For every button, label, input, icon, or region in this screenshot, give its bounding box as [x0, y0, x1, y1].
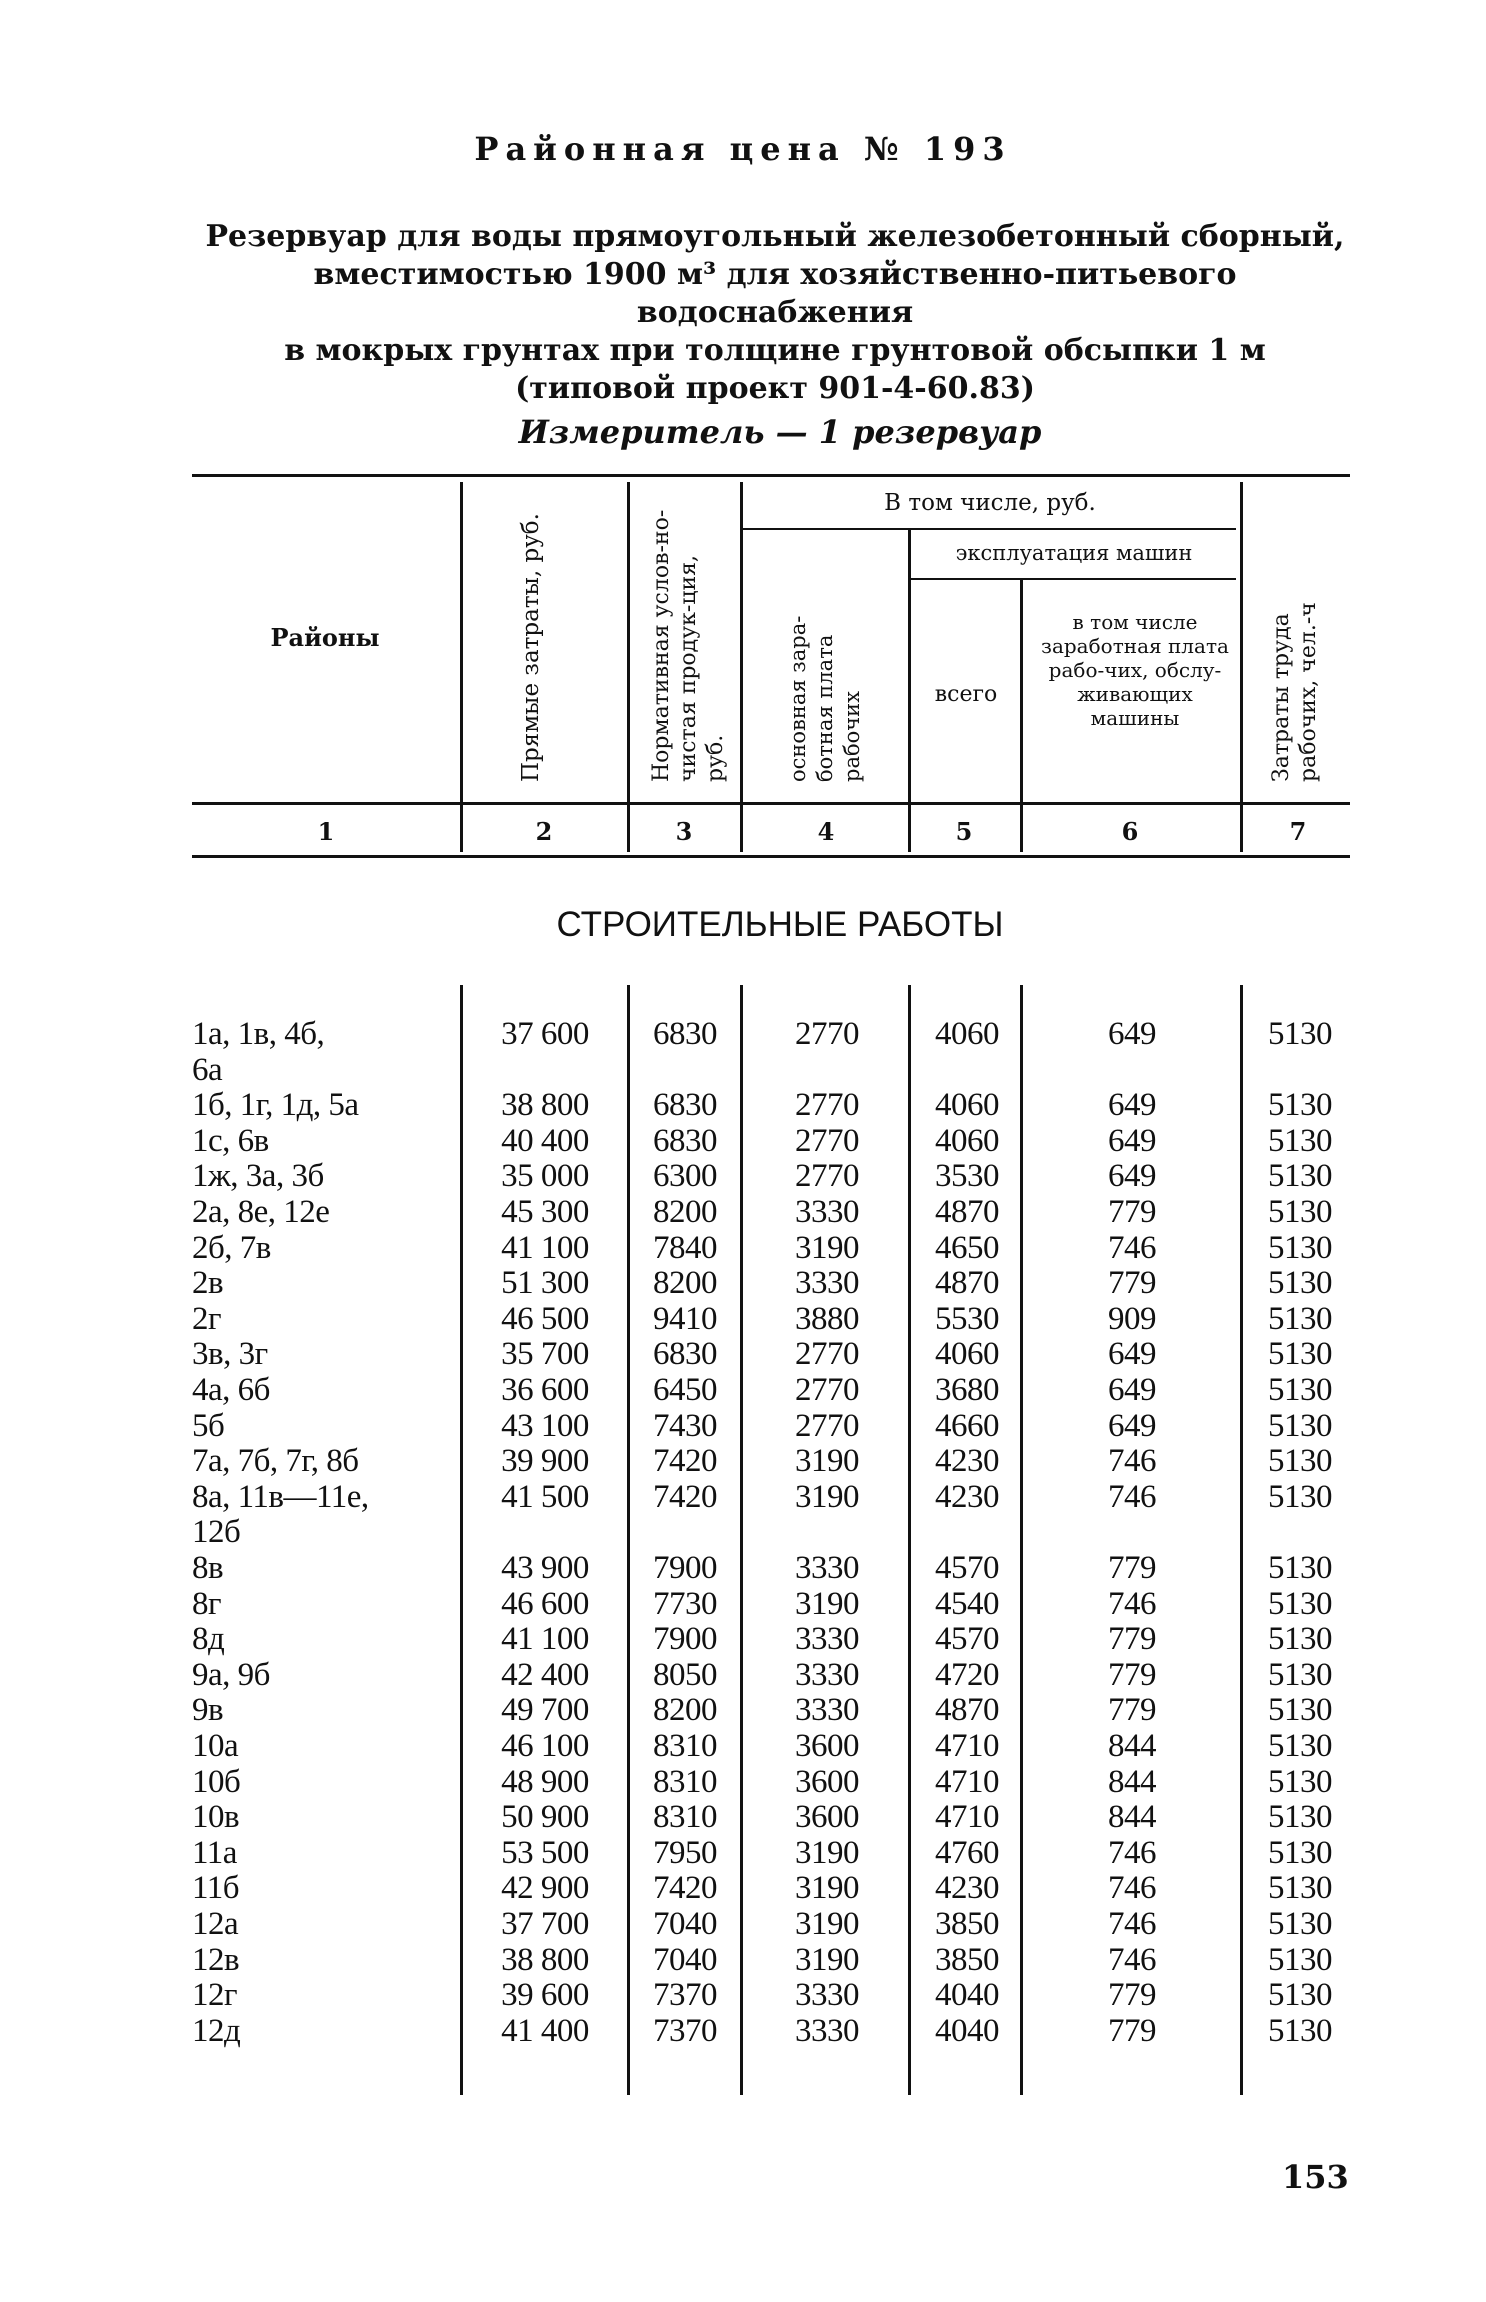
value-cell: 746	[1108, 1941, 1156, 1978]
value-cell: 2770	[795, 1372, 859, 1408]
value-cell: 41 500	[501, 1478, 589, 1515]
value-cell: 50 900	[501, 1799, 589, 1836]
value-cell: 649	[1108, 1087, 1156, 1124]
group-rule	[742, 528, 1236, 530]
value-cell: 4570	[935, 1550, 999, 1586]
value-cell: 41 100	[501, 1229, 589, 1266]
value-cell: 5130	[1268, 1656, 1332, 1693]
value-cell: 6300	[653, 1158, 717, 1195]
value-cell: 3330	[795, 1692, 859, 1729]
value-cell: 46 100	[501, 1728, 589, 1764]
column-number: 7	[1289, 817, 1307, 846]
table-row	[0, 1336, 1486, 1372]
value-cell: 3330	[795, 1977, 859, 2014]
region-cell: 9а, 9б	[192, 1656, 270, 1693]
value-cell: 779	[1108, 1977, 1156, 2014]
region-cell: 11а	[192, 1834, 237, 1871]
subtitle-line: в мокрых грунтах при толщине грунтовой обсыпки 1 м	[284, 333, 1266, 368]
value-cell: 649	[1108, 1122, 1156, 1159]
value-cell: 3190	[795, 1478, 859, 1515]
value-cell: 5130	[1268, 1692, 1332, 1729]
value-cell: 3330	[795, 1550, 859, 1586]
value-cell: 7420	[653, 1870, 717, 1907]
region-cell: 12в	[192, 1941, 240, 1978]
region-cell: 12г	[192, 1977, 238, 2014]
value-cell: 39 900	[501, 1443, 589, 1480]
value-cell: 3880	[795, 1300, 859, 1337]
section-title: СТРОИТЕЛЬНЫЕ РАБОТЫ	[556, 905, 1004, 944]
value-cell: 2770	[795, 1407, 859, 1444]
region-cell: 1б, 1г, 1д, 5а	[192, 1087, 359, 1124]
value-cell: 3190	[795, 1870, 859, 1907]
table-row	[0, 1977, 1486, 2013]
value-cell: 4710	[935, 1763, 999, 1800]
table-row	[0, 1087, 1486, 1123]
value-cell: 3330	[795, 1265, 859, 1302]
value-cell: 7900	[653, 1621, 717, 1658]
value-cell: 7420	[653, 1443, 717, 1480]
value-cell: 2770	[795, 1158, 859, 1195]
value-cell: 3330	[795, 1656, 859, 1693]
table-row	[0, 1764, 1486, 1800]
value-cell: 3190	[795, 1585, 859, 1622]
measurement-unit: Измеритель — 1 резервуар	[518, 413, 1042, 451]
page-number: 153	[1282, 2158, 1349, 2196]
value-cell: 7950	[653, 1834, 717, 1871]
table-row	[0, 1657, 1486, 1693]
value-cell: 3190	[795, 1834, 859, 1871]
value-cell: 4870	[935, 1692, 999, 1729]
value-cell: 4710	[935, 1799, 999, 1836]
region-cell: 10б	[192, 1763, 241, 1800]
value-cell: 40 400	[501, 1122, 589, 1159]
column-number: 4	[817, 817, 835, 846]
value-cell: 8310	[653, 1763, 717, 1800]
region-cell: 10а	[192, 1728, 239, 1764]
value-cell: 7900	[653, 1550, 717, 1586]
table-row	[0, 1479, 1486, 1515]
value-cell: 41 100	[501, 1621, 589, 1658]
header-top-rule	[192, 474, 1350, 477]
region-cell: 2а, 8е, 12е	[192, 1194, 330, 1230]
header-labor-costs: Затраты труда рабочих, чел.-ч	[1269, 602, 1321, 782]
value-cell: 38 800	[501, 1941, 589, 1978]
table-row	[0, 1265, 1486, 1301]
value-cell: 3850	[935, 1906, 999, 1942]
table-row	[0, 2013, 1486, 2049]
table-row	[0, 1514, 1486, 1550]
value-cell: 7430	[653, 1407, 717, 1444]
table-row	[0, 1550, 1486, 1586]
region-cell: 1с, 6в	[192, 1122, 269, 1159]
region-cell: 5б	[192, 1407, 225, 1444]
value-cell: 4710	[935, 1728, 999, 1764]
value-cell: 779	[1108, 1656, 1156, 1693]
value-cell: 2770	[795, 1087, 859, 1124]
value-cell: 649	[1108, 1372, 1156, 1408]
subtitle-line: вместимостью 1900 м³ для хозяйственно-питьевого водоснабжения	[313, 257, 1237, 330]
value-cell: 746	[1108, 1834, 1156, 1871]
value-cell: 49 700	[501, 1692, 589, 1729]
value-cell: 7730	[653, 1585, 717, 1622]
value-cell: 5130	[1268, 1621, 1332, 1658]
value-cell: 7370	[653, 1977, 717, 2014]
value-cell: 5130	[1268, 1158, 1332, 1195]
value-cell: 7040	[653, 1941, 717, 1978]
value-cell: 3850	[935, 1941, 999, 1978]
value-cell: 2770	[795, 1122, 859, 1159]
col-divider	[460, 482, 463, 852]
value-cell: 4540	[935, 1585, 999, 1622]
value-cell: 5130	[1268, 1834, 1332, 1871]
value-cell: 5130	[1268, 1229, 1332, 1266]
value-cell: 8200	[653, 1194, 717, 1230]
value-cell: 7040	[653, 1906, 717, 1942]
table-row	[0, 1123, 1486, 1159]
value-cell: 5130	[1268, 1870, 1332, 1907]
region-cell: 8д	[192, 1621, 225, 1658]
colnum-bottom-rule	[192, 855, 1350, 858]
value-cell: 4660	[935, 1407, 999, 1444]
value-cell: 8310	[653, 1799, 717, 1836]
value-cell: 5130	[1268, 1763, 1332, 1800]
value-cell: 3680	[935, 1372, 999, 1408]
value-cell: 779	[1108, 1621, 1156, 1658]
value-cell: 5130	[1268, 1550, 1332, 1586]
header-machine-total: всего	[934, 682, 998, 707]
region-cell: 6а	[192, 1051, 223, 1088]
value-cell: 5130	[1268, 1194, 1332, 1230]
column-number: 5	[955, 817, 973, 846]
value-cell: 41 400	[501, 2012, 589, 2049]
value-cell: 37 700	[501, 1906, 589, 1942]
column-number: 2	[535, 817, 553, 846]
header-machine-wage: в том числе заработная плата рабо-чих, обслу-живающих машины	[1041, 610, 1229, 730]
col-divider	[627, 482, 630, 852]
table-row	[0, 1728, 1486, 1764]
value-cell: 4650	[935, 1229, 999, 1266]
value-cell: 5130	[1268, 1728, 1332, 1764]
table-row	[0, 1052, 1486, 1088]
header-base-wage: основная зара-ботная плата рабочих	[786, 615, 864, 782]
value-cell: 3190	[795, 1229, 859, 1266]
value-cell: 4040	[935, 2012, 999, 2049]
value-cell: 3600	[795, 1728, 859, 1764]
value-cell: 8200	[653, 1692, 717, 1729]
value-cell: 5130	[1268, 1300, 1332, 1337]
value-cell: 3600	[795, 1763, 859, 1800]
region-cell: 8г	[192, 1585, 222, 1622]
table-row	[0, 1870, 1486, 1906]
value-cell: 3330	[795, 1621, 859, 1658]
value-cell: 746	[1108, 1906, 1156, 1942]
header-bottom-rule	[192, 802, 1350, 805]
value-cell: 844	[1108, 1799, 1156, 1836]
value-cell: 4060	[935, 1016, 999, 1052]
region-cell: 8а, 11в—11е,	[192, 1478, 369, 1515]
table-row	[0, 1016, 1486, 1052]
table-row	[0, 1301, 1486, 1337]
value-cell: 5130	[1268, 1265, 1332, 1302]
value-cell: 5130	[1268, 1407, 1332, 1444]
col-divider	[740, 482, 743, 852]
value-cell: 4230	[935, 1870, 999, 1907]
value-cell: 4040	[935, 1977, 999, 2014]
value-cell: 8050	[653, 1656, 717, 1693]
value-cell: 5130	[1268, 1336, 1332, 1373]
value-cell: 3190	[795, 1941, 859, 1978]
region-cell: 2г	[192, 1300, 222, 1337]
column-number: 1	[317, 817, 335, 846]
table-row	[0, 1372, 1486, 1408]
value-cell: 779	[1108, 2012, 1156, 2049]
value-cell: 38 800	[501, 1087, 589, 1124]
value-cell: 909	[1108, 1300, 1156, 1337]
table-row	[0, 1942, 1486, 1978]
column-number: 6	[1121, 817, 1139, 846]
value-cell: 9410	[653, 1300, 717, 1337]
value-cell: 46 500	[501, 1300, 589, 1337]
region-cell: 12а	[192, 1906, 239, 1942]
value-cell: 844	[1108, 1728, 1156, 1764]
value-cell: 4870	[935, 1265, 999, 1302]
subtitle-line: (типовой проект 901-4-60.83)	[515, 371, 1035, 406]
region-cell: 4а, 6б	[192, 1372, 270, 1408]
value-cell: 5130	[1268, 1478, 1332, 1515]
value-cell: 5130	[1268, 1122, 1332, 1159]
value-cell: 2770	[795, 1336, 859, 1373]
value-cell: 3190	[795, 1443, 859, 1480]
table-row	[0, 1621, 1486, 1657]
value-cell: 4060	[935, 1087, 999, 1124]
region-cell: 2б, 7в	[192, 1229, 271, 1266]
header-including-group: В том числе, руб.	[884, 490, 1096, 516]
value-cell: 39 600	[501, 1977, 589, 2014]
value-cell: 4720	[935, 1656, 999, 1693]
value-cell: 5130	[1268, 1941, 1332, 1978]
value-cell: 36 600	[501, 1372, 589, 1408]
value-cell: 5130	[1268, 1585, 1332, 1622]
value-cell: 3330	[795, 2012, 859, 2049]
table-row	[0, 1692, 1486, 1728]
value-cell: 46 600	[501, 1585, 589, 1622]
value-cell: 43 100	[501, 1407, 589, 1444]
value-cell: 5130	[1268, 1977, 1332, 2014]
value-cell: 42 400	[501, 1656, 589, 1693]
value-cell: 5130	[1268, 1799, 1332, 1836]
value-cell: 649	[1108, 1016, 1156, 1052]
value-cell: 3530	[935, 1158, 999, 1195]
header-regions: Районы	[270, 623, 380, 652]
value-cell: 8200	[653, 1265, 717, 1302]
document-subtitle	[200, 218, 1350, 408]
region-cell: 9в	[192, 1692, 224, 1729]
subtitle-line: Резервуар для воды прямоугольный железобетонный сборный,	[205, 219, 1345, 254]
value-cell: 7420	[653, 1478, 717, 1515]
value-cell: 4570	[935, 1621, 999, 1658]
value-cell: 649	[1108, 1336, 1156, 1373]
value-cell: 844	[1108, 1763, 1156, 1800]
table-row	[0, 1230, 1486, 1266]
value-cell: 746	[1108, 1478, 1156, 1515]
header-machine-operation: эксплуатация машин	[955, 541, 1193, 565]
col-divider	[908, 530, 911, 852]
value-cell: 42 900	[501, 1870, 589, 1907]
value-cell: 8310	[653, 1728, 717, 1764]
table-row	[0, 1906, 1486, 1942]
value-cell: 7370	[653, 2012, 717, 2049]
value-cell: 5130	[1268, 1087, 1332, 1124]
value-cell: 2770	[795, 1016, 859, 1052]
value-cell: 4230	[935, 1478, 999, 1515]
region-cell: 12б	[192, 1514, 241, 1551]
value-cell: 3600	[795, 1799, 859, 1836]
value-cell: 649	[1108, 1407, 1156, 1444]
value-cell: 3330	[795, 1194, 859, 1230]
value-cell: 37 600	[501, 1016, 589, 1052]
region-cell: 11б	[192, 1870, 240, 1907]
header-direct-costs: Прямые затраты, руб.	[518, 513, 544, 782]
value-cell: 43 900	[501, 1550, 589, 1586]
value-cell: 6830	[653, 1016, 717, 1052]
table-row	[0, 1158, 1486, 1194]
value-cell: 4060	[935, 1336, 999, 1373]
column-number: 3	[675, 817, 693, 846]
value-cell: 746	[1108, 1229, 1156, 1266]
value-cell: 5130	[1268, 1906, 1332, 1942]
value-cell: 6450	[653, 1372, 717, 1408]
value-cell: 5130	[1268, 1372, 1332, 1408]
value-cell: 6830	[653, 1087, 717, 1124]
value-cell: 779	[1108, 1265, 1156, 1302]
value-cell: 48 900	[501, 1763, 589, 1800]
value-cell: 6830	[653, 1122, 717, 1159]
region-cell: 1ж, 3а, 3б	[192, 1158, 324, 1195]
col-divider	[1020, 580, 1023, 852]
value-cell: 7840	[653, 1229, 717, 1266]
region-cell: 8в	[192, 1550, 224, 1586]
col-divider	[1240, 482, 1243, 852]
table-row	[0, 1194, 1486, 1230]
table-row	[0, 1799, 1486, 1835]
value-cell: 3190	[795, 1906, 859, 1942]
value-cell: 35 000	[501, 1158, 589, 1195]
value-cell: 746	[1108, 1870, 1156, 1907]
value-cell: 649	[1108, 1158, 1156, 1195]
region-cell: 2в	[192, 1265, 224, 1302]
value-cell: 51 300	[501, 1265, 589, 1302]
value-cell: 5130	[1268, 1443, 1332, 1480]
header-normative-production: Нормативная услов-но-чистая продук-ция, руб.	[649, 509, 728, 782]
value-cell: 45 300	[501, 1194, 589, 1230]
table-row	[0, 1408, 1486, 1444]
value-cell: 35 700	[501, 1336, 589, 1373]
value-cell: 4060	[935, 1122, 999, 1159]
value-cell: 5130	[1268, 1016, 1332, 1052]
value-cell: 779	[1108, 1550, 1156, 1586]
value-cell: 779	[1108, 1194, 1156, 1230]
value-cell: 779	[1108, 1692, 1156, 1729]
value-cell: 4870	[935, 1194, 999, 1230]
value-cell: 746	[1108, 1585, 1156, 1622]
value-cell: 6830	[653, 1336, 717, 1373]
region-cell: 1а, 1в, 4б,	[192, 1016, 325, 1052]
table-row	[0, 1586, 1486, 1622]
page-title: Районная цена № 193	[474, 130, 1012, 168]
value-cell: 53 500	[501, 1834, 589, 1871]
value-cell: 4230	[935, 1443, 999, 1480]
value-cell: 5530	[935, 1300, 999, 1337]
region-cell: 10в	[192, 1799, 240, 1836]
table-row	[0, 1443, 1486, 1479]
value-cell: 4760	[935, 1834, 999, 1871]
region-cell: 3в, 3г	[192, 1336, 268, 1373]
region-cell: 12д	[192, 2012, 241, 2049]
table-row	[0, 1835, 1486, 1871]
value-cell: 746	[1108, 1443, 1156, 1480]
value-cell: 5130	[1268, 2012, 1332, 2049]
region-cell: 7а, 7б, 7г, 8б	[192, 1443, 359, 1480]
machine-group-rule	[910, 578, 1236, 580]
